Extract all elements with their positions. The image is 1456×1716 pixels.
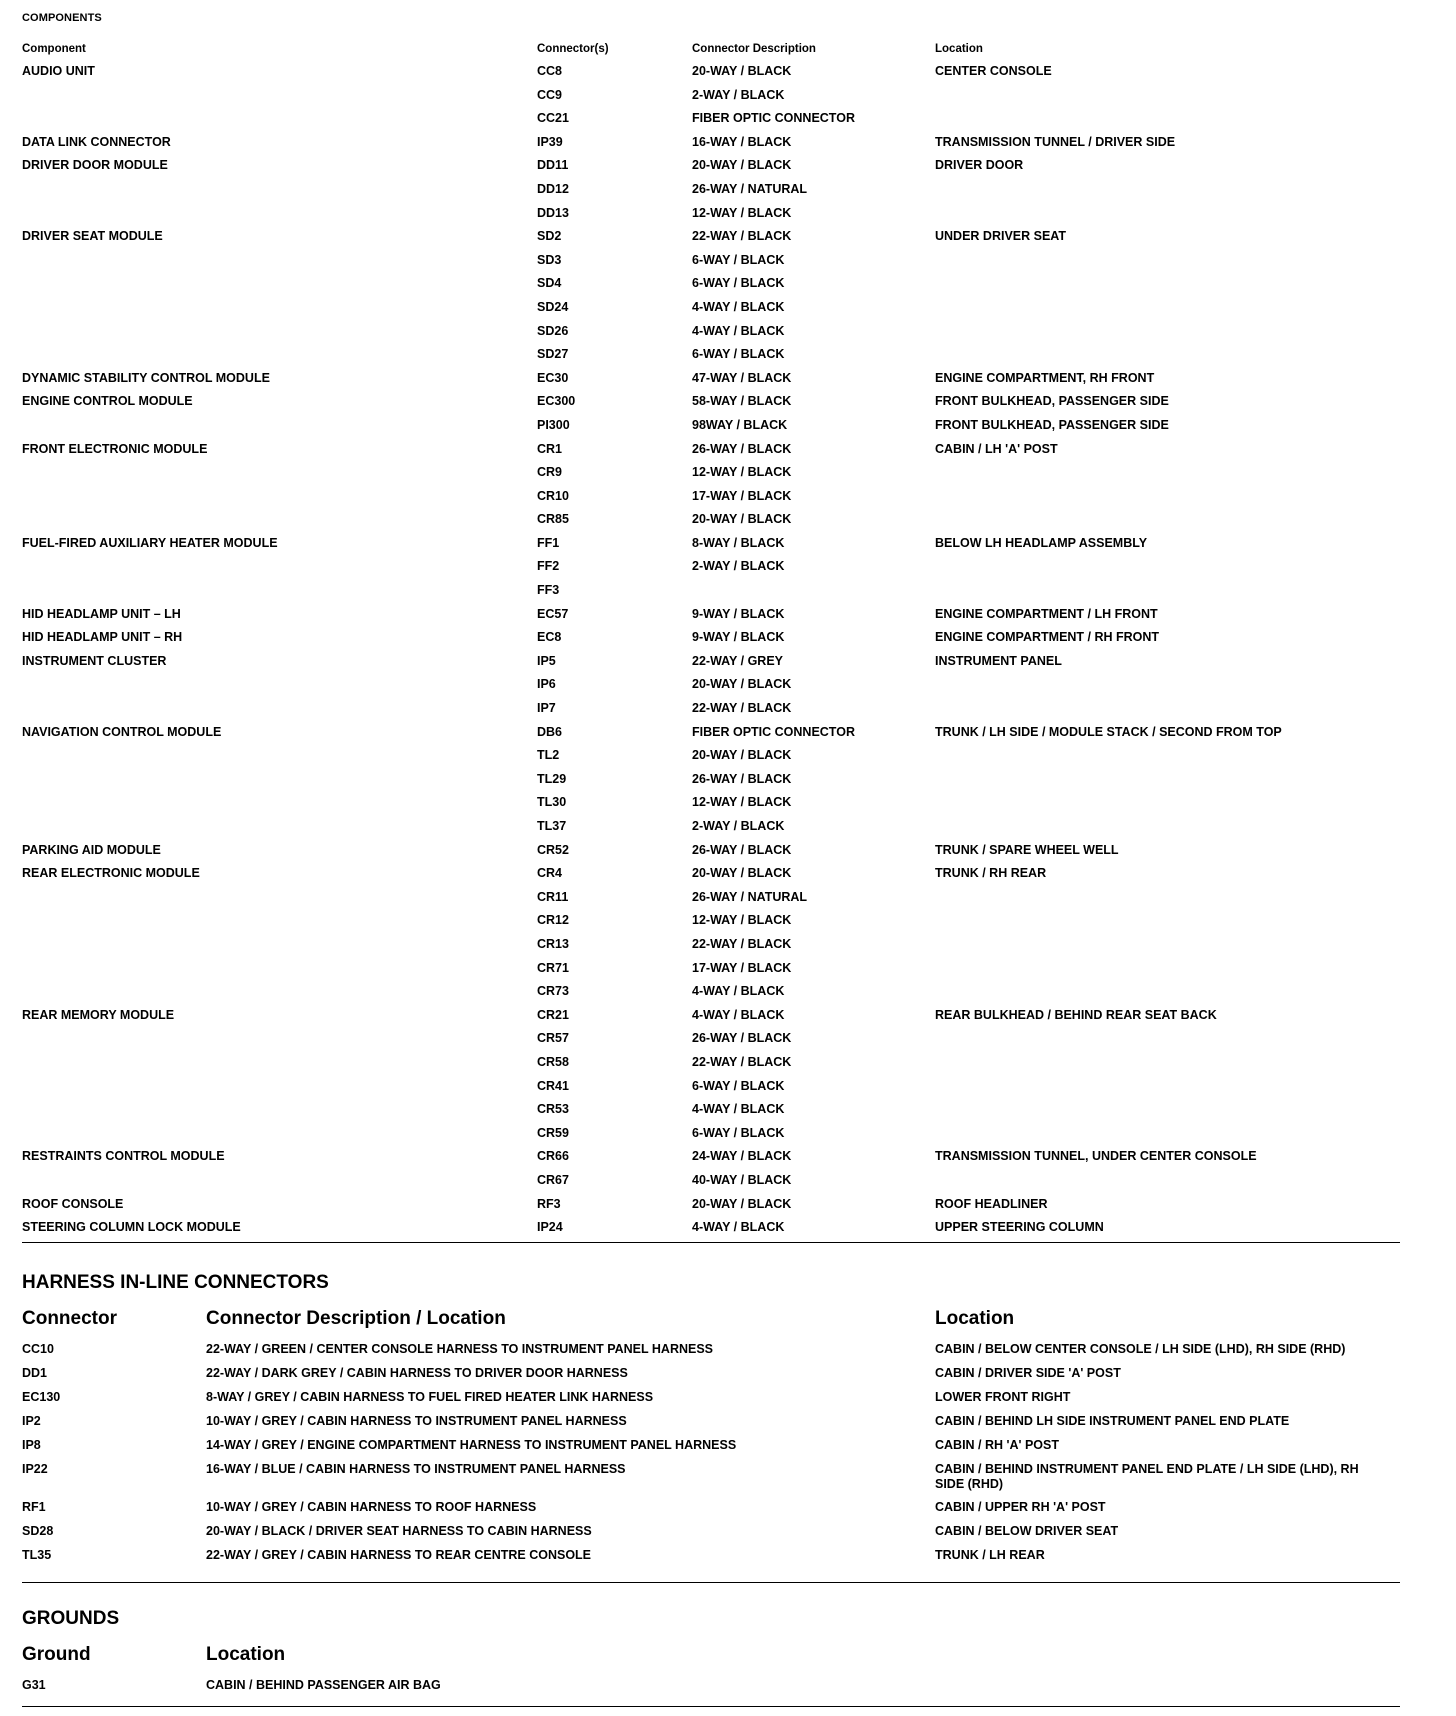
harness-header-connector: Connector: [22, 1308, 117, 1329]
harness-table: [22, 1338, 1400, 1568]
connector-id: CC8: [537, 64, 563, 78]
ground-id: G31: [22, 1678, 46, 1692]
table-row: [22, 225, 1400, 249]
connector-description: 22-WAY / BLACK: [692, 1054, 792, 1069]
connector-id: DD11: [537, 158, 569, 173]
harness-connector-id: TL35: [22, 1548, 52, 1562]
harness-description: 10-WAY / GREY / CABIN HARNESS TO INSTRUMENT PANEL HARNESS: [206, 1414, 627, 1428]
connector-id: CR9: [537, 465, 563, 480]
table-row: [22, 1122, 1400, 1146]
component-location: TRUNK / SPARE WHEEL WELL: [935, 842, 1119, 857]
table-row: [22, 1434, 1400, 1458]
connector-description: 12-WAY / BLACK: [692, 205, 792, 220]
connector-id: CR12: [537, 913, 569, 928]
table-row: [22, 626, 1400, 650]
connector-id: CR59: [537, 1125, 569, 1140]
connector-id: SD2: [537, 229, 562, 244]
ground-location: CABIN / BEHIND PASSENGER AIR BAG: [206, 1678, 441, 1692]
component-name: DATA LINK CONNECTOR: [22, 134, 171, 149]
connector-id: CR13: [537, 936, 569, 951]
table-row: [22, 1145, 1400, 1169]
table-row: [22, 603, 1400, 627]
harness-connector-id: IP22: [22, 1462, 48, 1476]
connector-description: 22-WAY / BLACK: [692, 701, 792, 716]
harness-description: 8-WAY / GREY / CABIN HARNESS TO FUEL FIRED HEATER LINK HARNESS: [206, 1390, 654, 1404]
table-row: [22, 1075, 1400, 1099]
component-name: ENGINE CONTROL MODULE: [22, 394, 193, 409]
connector-description: 12-WAY / BLACK: [692, 465, 792, 480]
connector-description: 6-WAY / BLACK: [692, 276, 785, 291]
component-location: UNDER DRIVER SEAT: [935, 229, 1067, 244]
table-row: [22, 178, 1400, 202]
harness-header-description: Connector Description / Location: [206, 1308, 506, 1329]
connector-description: 26-WAY / BLACK: [692, 771, 792, 786]
table-row: [22, 862, 1400, 886]
connector-description: 47-WAY / BLACK: [692, 370, 792, 385]
component-name: NAVIGATION CONTROL MODULE: [22, 724, 222, 739]
connector-description: 22-WAY / BLACK: [692, 229, 792, 244]
table-row: [22, 320, 1400, 344]
component-name: STEERING COLUMN LOCK MODULE: [22, 1220, 241, 1235]
connector-description: 6-WAY / BLACK: [692, 347, 785, 362]
harness-connector-id: EC130: [22, 1390, 61, 1404]
table-row: [22, 131, 1400, 155]
connector-id: CR67: [537, 1172, 569, 1187]
connector-description: 20-WAY / BLACK: [692, 677, 792, 692]
table-row: [22, 909, 1400, 933]
component-location: CENTER CONSOLE: [935, 64, 1052, 78]
harness-description: 16-WAY / BLUE / CABIN HARNESS TO INSTRUMENT PANEL HARNESS: [206, 1462, 626, 1476]
harness-location: CABIN / BEHIND LH SIDE INSTRUMENT PANEL END PLATE: [935, 1414, 1290, 1428]
connector-id: CR11: [537, 889, 569, 904]
table-row: [22, 1338, 1400, 1362]
connector-description: 22-WAY / GREY: [692, 653, 784, 668]
harness-description: 22-WAY / DARK GREY / CABIN HARNESS TO DRIVER DOOR HARNESS: [206, 1366, 628, 1380]
connector-id: TL37: [537, 819, 567, 833]
harness-location: CABIN / UPPER RH 'A' POST: [935, 1500, 1106, 1514]
section-divider: [22, 1242, 1400, 1243]
harness-location: CABIN / DRIVER SIDE 'A' POST: [935, 1366, 1121, 1380]
table-row: [22, 886, 1400, 910]
table-row: [22, 485, 1400, 509]
table-row: [22, 202, 1400, 226]
connector-description: 12-WAY / BLACK: [692, 795, 792, 810]
connector-id: CR4: [537, 866, 563, 881]
table-row: [22, 343, 1400, 367]
connector-description: 26-WAY / BLACK: [692, 842, 792, 857]
component-location: FRONT BULKHEAD, PASSENGER SIDE: [935, 394, 1169, 409]
table-row: [22, 367, 1400, 391]
connector-id: DB6: [537, 724, 563, 739]
connector-id: EC57: [537, 606, 569, 621]
connector-id: DD13: [537, 205, 569, 220]
grounds-header-location: Location: [206, 1644, 286, 1665]
connector-description: 12-WAY / BLACK: [692, 913, 792, 928]
table-row: [22, 815, 1400, 839]
connector-description: 6-WAY / BLACK: [692, 252, 785, 267]
table-row: [22, 1410, 1400, 1434]
component-location: INSTRUMENT PANEL: [935, 653, 1062, 668]
connector-id: EC8: [537, 630, 562, 645]
table-row: [22, 650, 1400, 674]
connector-id: DD12: [537, 181, 569, 196]
connector-id: CR58: [537, 1054, 569, 1069]
connector-description: 4-WAY / BLACK: [692, 1220, 785, 1235]
connector-description: FIBER OPTIC CONNECTOR: [692, 724, 855, 739]
table-row: [22, 1520, 1400, 1544]
table-row: [22, 1216, 1400, 1240]
connector-description: 4-WAY / BLACK: [692, 984, 785, 999]
connector-id: SD27: [537, 347, 569, 362]
connector-id: FF1: [537, 535, 560, 550]
table-row: [22, 107, 1400, 131]
table-row: [22, 414, 1400, 438]
connector-description: FIBER OPTIC CONNECTOR: [692, 111, 855, 126]
table-row: [22, 60, 1400, 84]
component-name: DRIVER DOOR MODULE: [22, 158, 168, 173]
table-row: [22, 1544, 1400, 1568]
table-row: [22, 1169, 1400, 1193]
connector-id: CR10: [537, 488, 569, 503]
table-row: [22, 1674, 1400, 1698]
connector-id: SD3: [537, 252, 562, 267]
table-row: [22, 296, 1400, 320]
connector-description: 2-WAY / BLACK: [692, 819, 785, 833]
connector-description: 20-WAY / BLACK: [692, 512, 792, 527]
connector-id: CC21: [537, 111, 569, 126]
table-row: [22, 839, 1400, 863]
connector-id: CR52: [537, 842, 569, 857]
harness-location: LOWER FRONT RIGHT: [935, 1390, 1071, 1404]
connector-description: 58-WAY / BLACK: [692, 394, 792, 409]
table-row: [22, 532, 1400, 556]
component-location: TRUNK / LH SIDE / MODULE STACK / SECOND FROM TOP: [935, 724, 1282, 739]
harness-description: 22-WAY / GREY / CABIN HARNESS TO REAR CENTRE CONSOLE: [206, 1548, 592, 1562]
table-row: [22, 272, 1400, 296]
section-divider: [22, 1582, 1400, 1583]
component-location: ENGINE COMPARTMENT / RH FRONT: [935, 630, 1160, 645]
table-row: [22, 1193, 1400, 1217]
component-location: UPPER STEERING COLUMN: [935, 1220, 1104, 1235]
table-row: [22, 508, 1400, 532]
component-name: FRONT ELECTRONIC MODULE: [22, 441, 208, 456]
connector-id: CR57: [537, 1031, 569, 1046]
connector-description: 26-WAY / BLACK: [692, 441, 792, 456]
harness-connector-id: CC10: [22, 1342, 54, 1356]
table-row: [22, 84, 1400, 108]
connector-id: RF3: [537, 1196, 561, 1211]
table-row: [22, 1362, 1400, 1386]
table-row: [22, 980, 1400, 1004]
connector-id: IP6: [537, 677, 556, 692]
component-location: TRANSMISSION TUNNEL / DRIVER SIDE: [935, 134, 1176, 149]
table-row: [22, 673, 1400, 697]
connector-description: 4-WAY / BLACK: [692, 1102, 785, 1117]
harness-description: 22-WAY / GREEN / CENTER CONSOLE HARNESS TO INSTRUMENT PANEL HARNESS: [206, 1342, 714, 1356]
connector-id: TL29: [537, 771, 567, 786]
components-table: [22, 38, 1400, 1240]
grounds-title: GROUNDS: [22, 1608, 120, 1629]
connector-description: 20-WAY / BLACK: [692, 158, 792, 173]
table-row: [22, 1386, 1400, 1410]
component-name: DRIVER SEAT MODULE: [22, 229, 163, 244]
grounds-header-ground: Ground: [22, 1644, 91, 1665]
connector-id: EC30: [537, 370, 569, 385]
harness-location: TRUNK / LH REAR: [935, 1548, 1045, 1562]
connector-id: CR1: [537, 441, 563, 456]
connector-id: PI300: [537, 417, 570, 432]
component-name: FUEL-FIRED AUXILIARY HEATER MODULE: [22, 535, 278, 550]
component-location: BELOW LH HEADLAMP ASSEMBLY: [935, 535, 1148, 550]
harness-title: HARNESS IN-LINE CONNECTORS: [22, 1272, 329, 1293]
connector-id: CC9: [537, 87, 563, 102]
component-location: DRIVER DOOR: [935, 158, 1024, 173]
component-name: RESTRAINTS CONTROL MODULE: [22, 1149, 225, 1164]
table-row: [22, 744, 1400, 768]
connector-description: 4-WAY / BLACK: [692, 1007, 785, 1022]
table-row: [22, 933, 1400, 957]
table-row: [22, 249, 1400, 273]
component-location: TRANSMISSION TUNNEL, UNDER CENTER CONSOLE: [935, 1149, 1257, 1164]
component-name: REAR ELECTRONIC MODULE: [22, 866, 200, 881]
connector-description: 26-WAY / NATURAL: [692, 889, 808, 904]
component-location: TRUNK / RH REAR: [935, 866, 1047, 881]
component-name: AUDIO UNIT: [22, 64, 95, 78]
table-row: [22, 390, 1400, 414]
table-row: [22, 1098, 1400, 1122]
table-row: [22, 461, 1400, 485]
connector-id: SD4: [537, 276, 562, 291]
connector-description: 8-WAY / BLACK: [692, 535, 785, 550]
table-row: [22, 768, 1400, 792]
component-name: DYNAMIC STABILITY CONTROL MODULE: [22, 370, 270, 385]
components-title: COMPONENTS: [22, 12, 102, 24]
connector-description: 26-WAY / NATURAL: [692, 181, 808, 196]
table-row: [22, 697, 1400, 721]
components-header-cell: Connector(s): [537, 43, 609, 55]
connector-id: CR71: [537, 960, 569, 975]
connector-id: IP24: [537, 1220, 563, 1235]
component-name: INSTRUMENT CLUSTER: [22, 653, 167, 668]
components-header-cell: Location: [935, 43, 983, 55]
connector-description: 22-WAY / BLACK: [692, 936, 792, 951]
harness-location: CABIN / RH 'A' POST: [935, 1438, 1060, 1452]
connector-description: 20-WAY / BLACK: [692, 64, 792, 78]
connector-description: 2-WAY / BLACK: [692, 87, 785, 102]
component-name: PARKING AID MODULE: [22, 842, 161, 857]
connector-description: 24-WAY / BLACK: [692, 1149, 792, 1164]
harness-connector-id: IP8: [22, 1438, 41, 1452]
connector-id: FF3: [537, 583, 560, 598]
component-location: FRONT BULKHEAD, PASSENGER SIDE: [935, 417, 1169, 432]
section-divider: [22, 1706, 1400, 1707]
connector-id: IP7: [537, 701, 556, 716]
connector-description: 17-WAY / BLACK: [692, 488, 792, 503]
component-name: HID HEADLAMP UNIT – RH: [22, 630, 183, 645]
harness-connector-id: SD28: [22, 1524, 54, 1538]
connector-description: 2-WAY / BLACK: [692, 559, 785, 574]
table-row: [22, 1004, 1400, 1028]
table-row: [22, 1027, 1400, 1051]
components-header-cell: Component: [22, 43, 86, 55]
connector-description: 4-WAY / BLACK: [692, 323, 785, 338]
harness-description: 14-WAY / GREY / ENGINE COMPARTMENT HARNESS TO INSTRUMENT PANEL HARNESS: [206, 1438, 737, 1452]
harness-description: 20-WAY / BLACK / DRIVER SEAT HARNESS TO CABIN HARNESS: [206, 1524, 592, 1538]
components-header-row: [22, 38, 1400, 60]
connector-description: 20-WAY / BLACK: [692, 748, 792, 763]
connector-description: 17-WAY / BLACK: [692, 960, 792, 975]
connector-description: 20-WAY / BLACK: [692, 1196, 792, 1211]
table-row: [22, 1496, 1400, 1520]
connector-id: CR41: [537, 1078, 569, 1093]
component-name: ROOF CONSOLE: [22, 1196, 124, 1211]
connector-description: 6-WAY / BLACK: [692, 1125, 785, 1140]
connector-id: IP5: [537, 653, 556, 668]
component-location: CABIN / LH 'A' POST: [935, 441, 1058, 456]
component-location: ROOF HEADLINER: [935, 1196, 1048, 1211]
connector-id: CR73: [537, 984, 569, 999]
component-location: REAR BULKHEAD / BEHIND REAR SEAT BACK: [935, 1007, 1217, 1022]
connector-description: 9-WAY / BLACK: [692, 630, 785, 645]
connector-id: SD26: [537, 323, 569, 338]
connector-id: FF2: [537, 559, 560, 574]
connector-description: 40-WAY / BLACK: [692, 1172, 792, 1187]
connector-description: 16-WAY / BLACK: [692, 134, 792, 149]
connector-description: 4-WAY / BLACK: [692, 299, 785, 314]
connector-id: SD24: [537, 299, 569, 314]
component-location: ENGINE COMPARTMENT / LH FRONT: [935, 606, 1158, 621]
harness-connector-id: DD1: [22, 1366, 48, 1380]
connector-description: 20-WAY / BLACK: [692, 866, 792, 881]
harness-description: 10-WAY / GREY / CABIN HARNESS TO ROOF HARNESS: [206, 1500, 537, 1514]
connector-id: EC300: [537, 394, 576, 409]
connector-id: CR21: [537, 1007, 569, 1022]
connector-description: 98WAY / BLACK: [692, 417, 788, 432]
harness-connector-id: RF1: [22, 1500, 46, 1514]
table-row: [22, 579, 1400, 603]
connector-description: 6-WAY / BLACK: [692, 1078, 785, 1093]
table-row: [22, 721, 1400, 745]
connector-id: TL2: [537, 748, 560, 763]
component-location: ENGINE COMPARTMENT, RH FRONT: [935, 370, 1155, 385]
table-row: [22, 1458, 1400, 1496]
table-row: [22, 438, 1400, 462]
table-row: [22, 791, 1400, 815]
table-row: [22, 154, 1400, 178]
table-row: [22, 555, 1400, 579]
table-row: [22, 957, 1400, 981]
component-name: HID HEADLAMP UNIT – LH: [22, 606, 181, 621]
component-name: REAR MEMORY MODULE: [22, 1007, 175, 1022]
connector-id: TL30: [537, 795, 567, 810]
table-row: [22, 1051, 1400, 1075]
connector-id: IP39: [537, 134, 563, 149]
connector-description: 9-WAY / BLACK: [692, 606, 785, 621]
connector-id: CR85: [537, 512, 569, 527]
harness-header-location: Location: [935, 1308, 1015, 1329]
components-header-cell: Connector Description: [692, 43, 816, 55]
harness-location: CABIN / BELOW CENTER CONSOLE / LH SIDE (LHD), RH SIDE (RHD): [935, 1342, 1346, 1356]
connector-id: CR53: [537, 1102, 569, 1117]
harness-location: CABIN / BEHIND INSTRUMENT PANEL END PLATE / LH SIDE (LHD), RH SIDE (RHD): [935, 1462, 1359, 1491]
harness-connector-id: IP2: [22, 1414, 41, 1428]
grounds-table: [22, 1674, 1400, 1698]
connector-description: 26-WAY / BLACK: [692, 1031, 792, 1046]
harness-location: CABIN / BELOW DRIVER SEAT: [935, 1524, 1119, 1538]
connector-id: CR66: [537, 1149, 569, 1164]
